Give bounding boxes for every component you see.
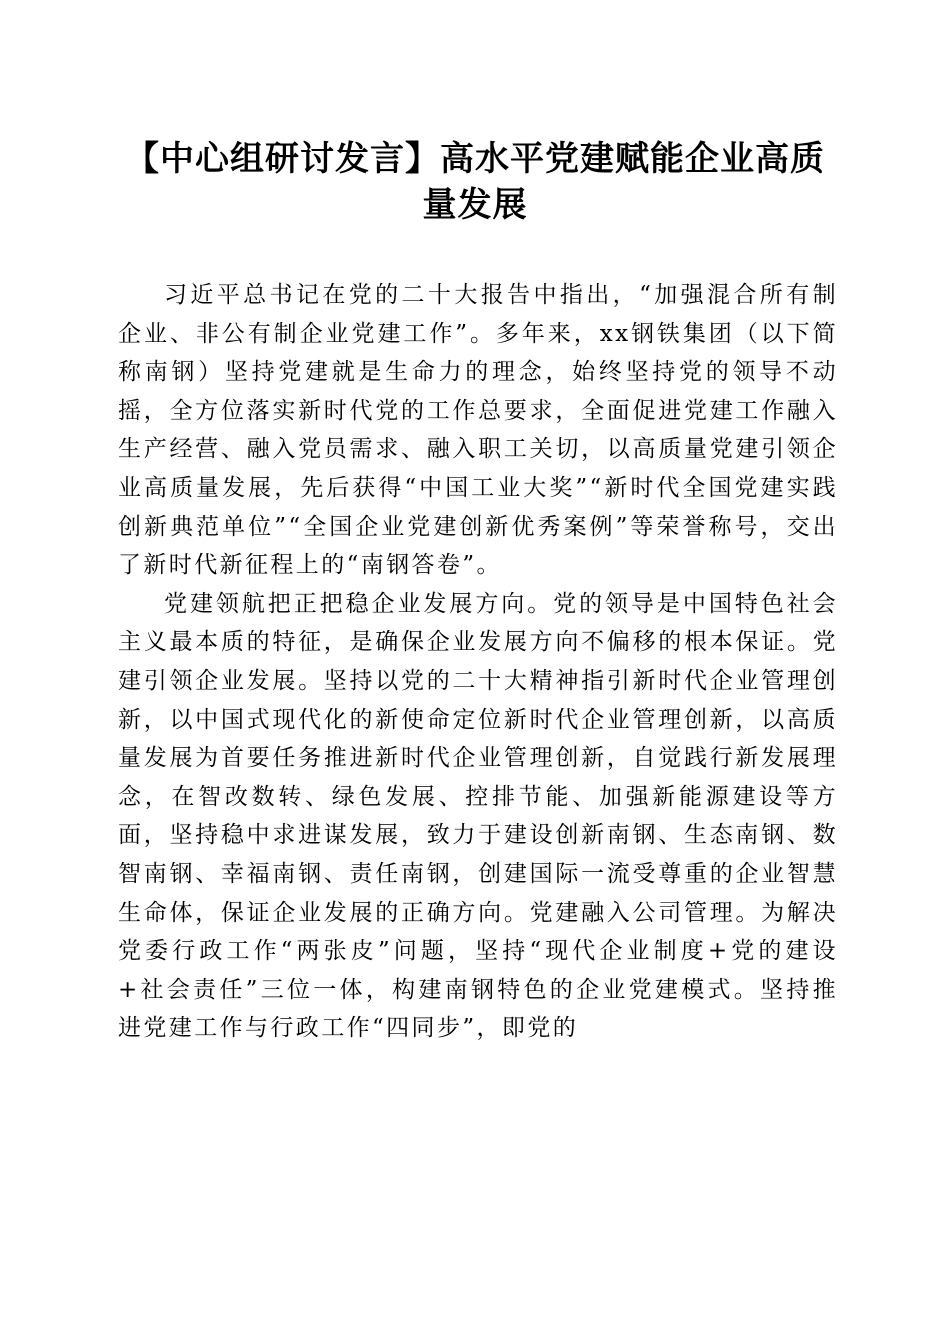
body-paragraph-2: 党建领航把正把稳企业发展方向。党的领导是中国特色社会主义最本质的特征，是确保企业发展方向不偏移的根本保证。党建引领企业发展。坚持以党的二十大精神指引新时代企业管理创新，以中国式现代化的新使命定位新时代企业管理创新，以高质量发展为首要任务推进新时代企业管理创新，自觉践行新发展理念，在智改数转、绿色发展、控排节能、加强新能源建设等方面，坚持稳中求进谋发展，致力于建设创新南钢、生态南钢、数智南钢、幸福南钢、责任南钢，创建国际一流受尊重的企业智慧生命体，保证企业发展的正确方向。党建融入公司管理。为解决党委行政工作“两张皮”问题，坚持“现代企业制度+党的建设+社会责任”三位一体，构建南钢特色的企业党建模式。坚持推进党建工作与行政工作“四同步”，即党的 [118,590,838,1042]
title-line-1: 【中心组研讨发言】高水平党建赋能企业高质 [125,139,825,179]
title-line-2: 量发展 [422,185,528,225]
document-body [118,276,838,1048]
body-paragraph-1: 习近平总书记在党的二十大报告中指出，“加强混合所有制企业、非公有制企业党建工作”。多年来，xx钢铁集团（以下简称南钢）坚持党建就是生命力的理念，始终坚持党的领导不动摇，全方位落实新时代党的工作总要求，全面促进党建工作融入生产经营、融入党员需求、融入职工关切，以高质量党建引领企业高质量发展，先后获得“中国工业大奖”“新时代全国党建实践创新典范单位”“全国企业党建创新优秀案例”等荣誉称号，交出了新时代新征程上的“南钢答卷”。 [118,282,838,579]
document-title [100,136,850,228]
